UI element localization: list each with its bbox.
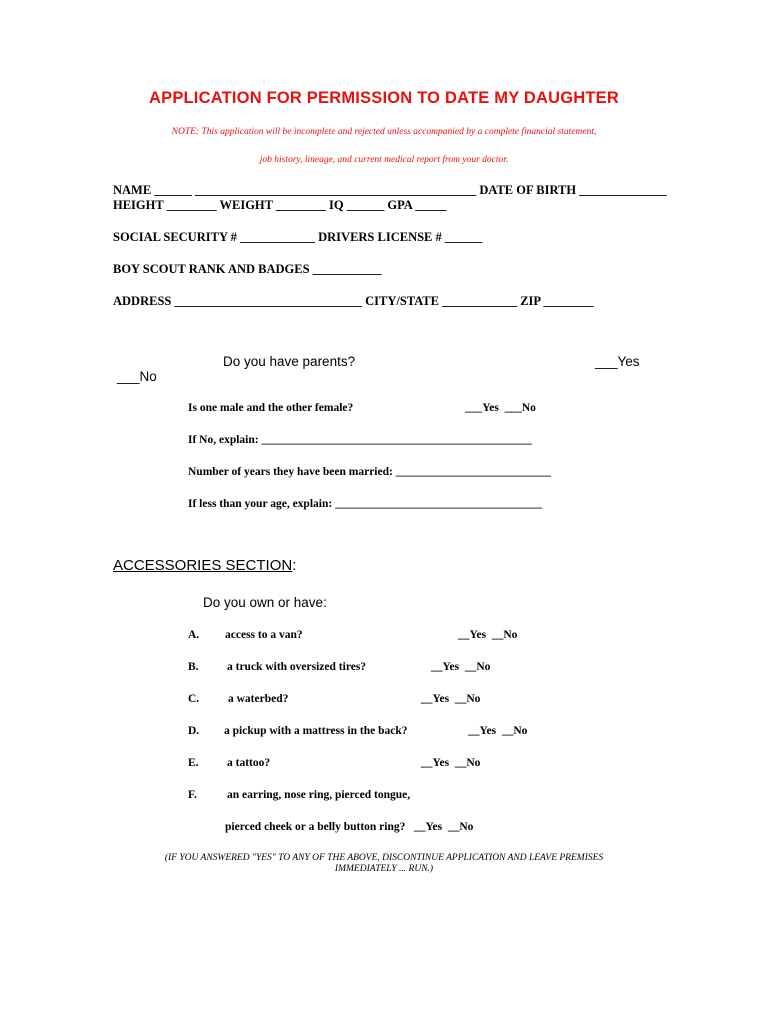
footer-line-1: (IF YOU ANSWERED "YES" TO ANY OF THE ABOVE, DISCONTINUE APPLICATION AND LEAVE PREMISES [164, 853, 604, 863]
item-text: a pickup with a mattress in the back? [224, 725, 408, 737]
item-letter: C. [188, 693, 200, 705]
address-line[interactable]: ADDRESS ______________________________ CITY/STATE ____________ ZIP ________ [113, 294, 594, 308]
item-text: an earring, nose ring, pierced tongue, [227, 789, 411, 801]
parents-yes[interactable]: ___Yes [595, 354, 640, 369]
name-dob-line[interactable]: NAME ______ _____________________________________________ DATE OF BIRTH ______________ [113, 183, 667, 197]
item-letter: A. [188, 629, 200, 641]
ssn-license-line[interactable]: SOCIAL SECURITY # ____________ DRIVERS LICENSE # ______ [113, 230, 483, 244]
note-line-2: job history, lineage, and current medical report from your doctor. [259, 155, 509, 165]
note-line-1: NOTE: This application will be incomplete and rejected unless accompanied by a complete financial statement, [171, 127, 597, 137]
male-female-question: Is one male and the other female? [188, 402, 354, 414]
less-than-age-line[interactable]: If less than your age, explain: ____________________________________ [188, 498, 543, 510]
item-text: a waterbed? [228, 693, 289, 705]
accessories-heading-colon: : [292, 557, 297, 574]
item-letter: F. [188, 789, 197, 801]
item-letter: E. [188, 757, 199, 769]
item-text: a tattoo? [227, 757, 271, 769]
item-answer[interactable]: __Yes __No [458, 629, 518, 641]
item-f-line-2[interactable]: pierced cheek or a belly button ring? __Yes __No [225, 821, 474, 833]
footer-warning [0, 853, 768, 875]
footer-line-2: IMMEDIATELY ... RUN.) [334, 864, 434, 874]
male-female-answer[interactable]: ___Yes ___No [465, 402, 536, 414]
item-text: a truck with oversized tires? [227, 661, 367, 673]
parents-no[interactable]: ___No [117, 369, 157, 384]
item-text: access to a van? [225, 629, 303, 641]
item-answer[interactable]: __Yes __No [421, 693, 481, 705]
years-married-line[interactable]: Number of years they have been married: ___________________________ [188, 466, 551, 478]
page-title: APPLICATION FOR PERMISSION TO DATE MY DAUGHTER [149, 89, 619, 107]
boy-scout-line[interactable]: BOY SCOUT RANK AND BADGES ___________ [113, 262, 382, 276]
item-answer[interactable]: __Yes __No [421, 757, 481, 769]
accessories-intro: Do you own or have: [203, 595, 327, 610]
item-answer[interactable]: __Yes __No [468, 725, 528, 737]
accessories-heading-text: ACCESSORIES SECTION [113, 557, 293, 574]
accessories-heading [113, 557, 296, 574]
item-answer[interactable]: __Yes __No [431, 661, 491, 673]
parents-question: Do you have parents? [223, 354, 356, 369]
item-letter: D. [188, 725, 200, 737]
item-letter: B. [188, 661, 199, 673]
explain-line[interactable]: If No, explain: _______________________________________________ [188, 434, 532, 446]
height-weight-line[interactable]: HEIGHT ________ WEIGHT ________ IQ ______ GPA _____ [113, 198, 447, 212]
